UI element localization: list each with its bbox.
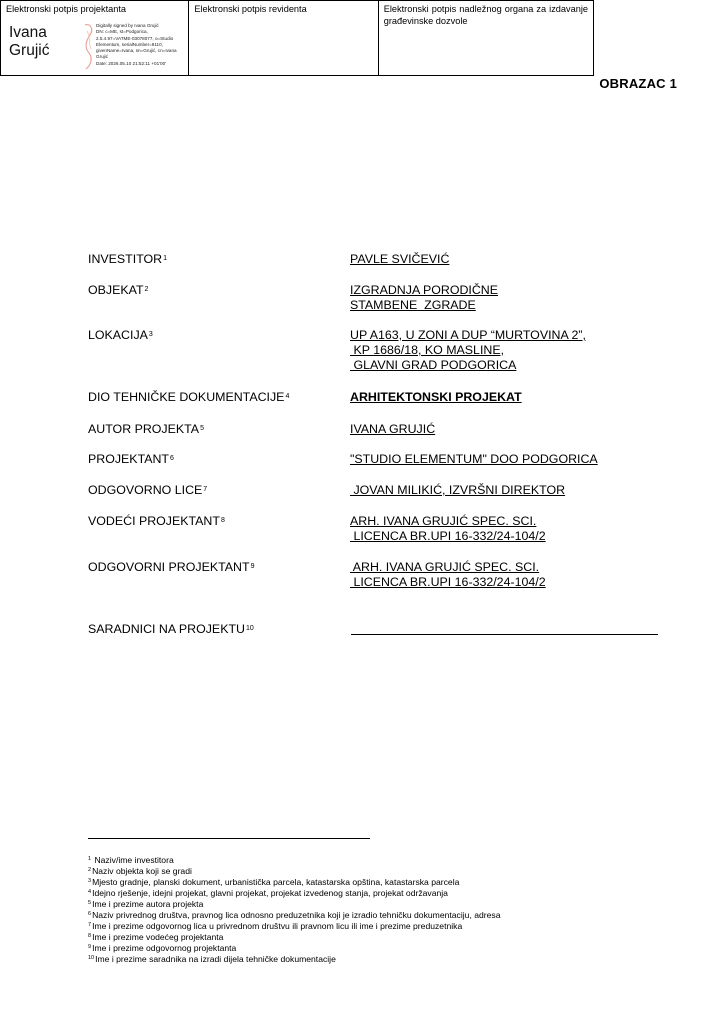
field-label [88, 622, 254, 637]
footnote [88, 932, 501, 943]
footnote-number: 4 [88, 889, 92, 895]
footnote-ref: 1 [163, 255, 168, 262]
footnote-text: Idejno rješenje, idejni projekat, glavni projekat, projekat izvedenog stanja, projekat održavanja [92, 888, 448, 898]
field-label-text: DIO TEHNIČKE DOKUMENTACIJE [88, 390, 285, 404]
footnote-ref: 7 [203, 486, 208, 493]
field-label [88, 514, 225, 529]
field-value-line: IZGRADNJA PORODIČNE [350, 283, 499, 297]
designer-signature-cell [1, 1, 188, 75]
signature-table [0, 0, 594, 76]
footnote-ref: 5 [200, 425, 204, 432]
field-label [88, 452, 174, 467]
field-value-line: LICENCA BR.UPI 16-332/24-104/2 [350, 575, 546, 589]
signature-detail-line: Elementum, serialNumber=8110, [96, 41, 163, 47]
field-label [88, 252, 167, 267]
footnote-text: Naziv objekta koji se gradi [92, 866, 192, 876]
footnote-text: Ime i prezime odgovornog projektanta [92, 943, 237, 953]
footnote-ref: 8 [220, 517, 225, 524]
footnote-ref: 3 [148, 331, 153, 338]
signature-mark-icon [81, 21, 97, 73]
footnote-text: Mjesto gradnje, planski dokument, urbanistička parcela, katastarska opština, katastarska parcela [92, 877, 460, 887]
field-value-line: LICENCA BR.UPI 16-332/24-104/2 [350, 529, 546, 543]
field-label [88, 390, 289, 405]
footnote-text: Naziv privrednog društva, pravnog lica odnosno preduzetnika koji je izradio tehničku dokumentaciju, adresa [92, 910, 501, 920]
field-value [350, 283, 498, 313]
field-value-line: ARH. IVANA GRUJIĆ SPEC. SCI. [350, 514, 537, 528]
footnote [88, 921, 501, 932]
field-label-text: PROJEKTANT [88, 452, 170, 466]
footnote-text: Ime i prezime autora projekta [92, 899, 204, 909]
field-label-text: AUTOR PROJEKTA [88, 422, 200, 436]
footnote [88, 899, 501, 910]
footnote [88, 943, 501, 954]
footnote-number: 9 [88, 944, 92, 950]
field-value [350, 514, 546, 544]
signature-detail-line: DN: c=ME, st=Podgorica, [96, 29, 148, 35]
field-value-line: ARHITEKTONSKI PROJEKAT [350, 390, 522, 404]
footnote-ref: 10 [245, 625, 254, 632]
field-label-text: INVESTITOR [88, 252, 163, 266]
authority-signature-header: Elektronski potpis nadležnog organa za izdavanje građevinske dozvole [383, 4, 588, 26]
field-value [350, 422, 435, 437]
field-value-line: IVANA GRUJIĆ [350, 422, 436, 436]
footnote-ref: 6 [170, 455, 174, 462]
designer-signature-header: Elektronski potpis projektanta [6, 4, 127, 14]
reviewer-signature-cell [188, 1, 377, 75]
field-value [350, 252, 449, 267]
authority-signature-cell [378, 1, 593, 75]
footnote-number: 6 [88, 911, 92, 917]
field-value-line: "STUDIO ELEMENTUM" DOO PODGORICA [350, 452, 598, 466]
signature-detail-line: Digitally signed by Ivana Grujić [96, 23, 159, 28]
field-value-line: GLAVNI GRAD PODGORICA [350, 358, 517, 372]
field-label-text: LOKACIJA [88, 328, 148, 342]
footnote-number: 1 [88, 856, 92, 862]
footnote [88, 888, 501, 899]
field-value-line: STAMBENE ZGRADE [350, 298, 476, 312]
field-label [88, 422, 204, 437]
form-code: OBRAZAC 1 [599, 76, 677, 91]
field-value [350, 560, 546, 590]
field-value-line: PAVLE SVIČEVIĆ [350, 252, 450, 266]
footnote-number: 3 [88, 878, 92, 884]
footnote [88, 877, 501, 888]
signature-details [96, 23, 186, 67]
footnotes [88, 855, 501, 965]
footnote-text: Ime i prezime saradnika na izradi dijela tehničke dokumentacije [95, 954, 336, 964]
field-value-line: KP 1686/18, KO MASLINE, [350, 343, 505, 357]
field-value-line: ARH. IVANA GRUJIĆ SPEC. SCI. [350, 560, 540, 574]
reviewer-signature-header: Elektronski potpis revidenta [194, 4, 307, 14]
footnote-number: 2 [88, 867, 92, 873]
footnote-number: 7 [88, 922, 92, 928]
field-label-text: OBJEKAT [88, 283, 144, 297]
footnote-separator [88, 838, 370, 839]
field-value [350, 328, 586, 373]
field-label-text: ODGOVORNO LICE [88, 483, 203, 497]
footnote [88, 855, 501, 866]
footnote-number: 8 [88, 933, 92, 939]
field-label-text: SARADNICI NA PROJEKTU [88, 622, 245, 636]
field-label [88, 483, 207, 498]
footnote-number: 5 [88, 900, 92, 906]
field-label-text: VODEĆI PROJEKTANT [88, 514, 220, 528]
footnote [88, 866, 501, 877]
field-value [350, 390, 522, 405]
signature-detail-line: Date: 2026.05.10 21:52:11 +01'00' [96, 60, 166, 66]
signature-name-first: Ivana [9, 24, 47, 41]
field-label-text: ODGOVORNI PROJEKTANT [88, 560, 250, 574]
footnote [88, 954, 501, 965]
footnote-ref: 9 [250, 563, 255, 570]
signature-detail-line: givenName=Ivana, sn=Grujić, cn=Ivana [96, 48, 177, 54]
field-value [350, 452, 598, 467]
field-value-line: JOVAN MILIKIĆ, IZVRŠNI DIREKTOR [350, 483, 566, 497]
field-value-line: UP A163, U ZONI A DUP “MURTOVINA 2”, [350, 328, 586, 342]
footnote-text: Ime i prezime vodećeg projektanta [92, 932, 224, 942]
footnote-text: Naziv/ime investitora [92, 855, 174, 865]
field-label [88, 328, 153, 343]
field-label [88, 560, 254, 575]
footnote-ref: 4 [285, 393, 290, 400]
footnote [88, 910, 501, 921]
signature-name [9, 24, 49, 60]
footnote-ref: 2 [144, 286, 149, 293]
footnote-text: Ime i prezime odgovornog lica u privrednom društvu ili pravnom licu ili ime i prezime preduzetnika [92, 921, 463, 931]
field-value [350, 483, 565, 498]
field-label [88, 283, 148, 298]
signature-detail-line: 2.5.4.97=VATME-03078077, o=Studio [96, 35, 174, 41]
collaborators-blank-line [351, 634, 658, 635]
signature-detail-line: Grujić [96, 54, 108, 60]
signature-name-last: Grujić [9, 42, 50, 59]
footnote-number: 10 [88, 955, 95, 961]
